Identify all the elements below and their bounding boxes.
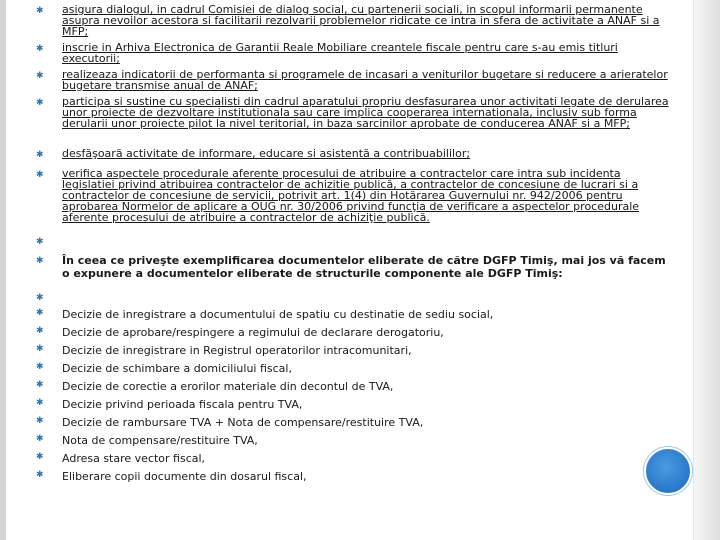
bullet-icon: ✱: [36, 344, 44, 354]
bullet-text: participa si sustine cu specialisti din cadrul aparatului propriu desfasurarea unor activitati legate de derularea unor proiecte de dezvoltare institutionala sau care implica cooperarea internationala, inclusiv sub forma derularii unor proiecte pilot la nivel teritorial, in baza sarcinilor aprobate de conducerea ANAF si a MFP;: [62, 95, 669, 130]
bullet-text: inscrie in Arhiva Electronica de Garantii Reale Mobiliare creantele fiscale pentru care s-au emis titluri executorii;: [62, 41, 618, 65]
bullet-icon: ✱: [36, 150, 44, 160]
bullet-icon: ✱: [36, 452, 44, 462]
list-item-text: Decizie de rambursare TVA + Nota de compensare/restituire TVA,: [62, 416, 424, 429]
bullet-text: realizeaza indicatorii de performanta si programele de incasari a veniturilor bugetare si reducere a arieratelor bugetare transmise anual de ANAF;: [62, 68, 668, 92]
list-item-text: Decizie de aprobare/respingere a regimului de declarare derogatoriu,: [62, 326, 444, 339]
slide-decoration-circle: [644, 447, 692, 495]
bullet-icon: ✱: [36, 256, 44, 266]
slide-content: [36, 0, 690, 540]
bullet-icon: ✱: [36, 380, 44, 390]
right-frame-panel: [693, 0, 720, 540]
list-item-text: Decizie de schimbare a domiciliului fiscal,: [62, 362, 292, 375]
bullet-icon: ✱: [36, 6, 44, 16]
bullet-icon: ✱: [36, 362, 44, 372]
bullet-text: asigura dialogul, in cadrul Comisiei de dialog social, cu partenerii sociali, in scopul informarii permanente asupra nevoilor acestora si facilitarii rezolvarii problemelor ridicate ce intra in sfera de activitate a ANAF si a MFP;: [62, 3, 660, 38]
bullet-text-intro: În ceea ce priveşte exemplificarea documentelor eliberate de către DGFP Timiş, mai jos vă facem o expunere a documentelor eliberate de structurile componente ale DGFP Timiş:: [62, 254, 666, 280]
bullet-icon: ✱: [36, 416, 44, 426]
bullet-text: desfăşoară activitate de informare, educare si asistentă a contribuabililor;: [62, 147, 471, 160]
list-item-text: Decizie de inregistrare a documentului de spatiu cu destinatie de sediu social,: [62, 308, 494, 321]
bullet-icon: ✱: [36, 44, 44, 54]
list-item-text: Nota de compensare/restituire TVA,: [62, 434, 258, 447]
list-item-text: Decizie de corectie a erorilor materiale din decontul de TVA,: [62, 380, 394, 393]
bullet-text: verifica aspectele procedurale aferente procesului de atribuire a contractelor care intra sub incidenta legislatiei privind atribuirea contractelor de achizitie publică, a contractelor de concesiune de lucrari si a contractelor de concesiune de servicii, potrivit art. 1(4) din Hotărarea Guvernului nr. 942/2006 pentru aprobarea Normelor de aplicare a OUG nr. 30/2006 privind funcţia de verificare a aspectelor procedurale aferente procesului de atribuire a contractelor de achiziţie publică.: [62, 167, 640, 224]
bullet-icon: ✱: [36, 470, 44, 480]
bullet-icon: ✱: [36, 98, 44, 108]
bullet-icon: ✱: [36, 170, 44, 180]
bullet-icon: ✱: [36, 237, 44, 247]
left-frame-border: [0, 0, 6, 540]
bullet-icon: ✱: [36, 326, 44, 336]
bullet-icon: ✱: [36, 71, 44, 81]
list-item-text: Eliberare copii documente din dosarul fiscal,: [62, 470, 307, 483]
list-item-text: Decizie de inregistrare in Registrul operatorilor intracomunitari,: [62, 344, 412, 357]
bullet-icon: ✱: [36, 398, 44, 408]
bullet-icon: ✱: [36, 293, 44, 303]
bullet-icon: ✱: [36, 434, 44, 444]
bullet-icon: ✱: [36, 308, 44, 318]
list-item-text: Adresa stare vector fiscal,: [62, 452, 206, 465]
list-item-text: Decizie privind perioada fiscala pentru TVA,: [62, 398, 303, 411]
